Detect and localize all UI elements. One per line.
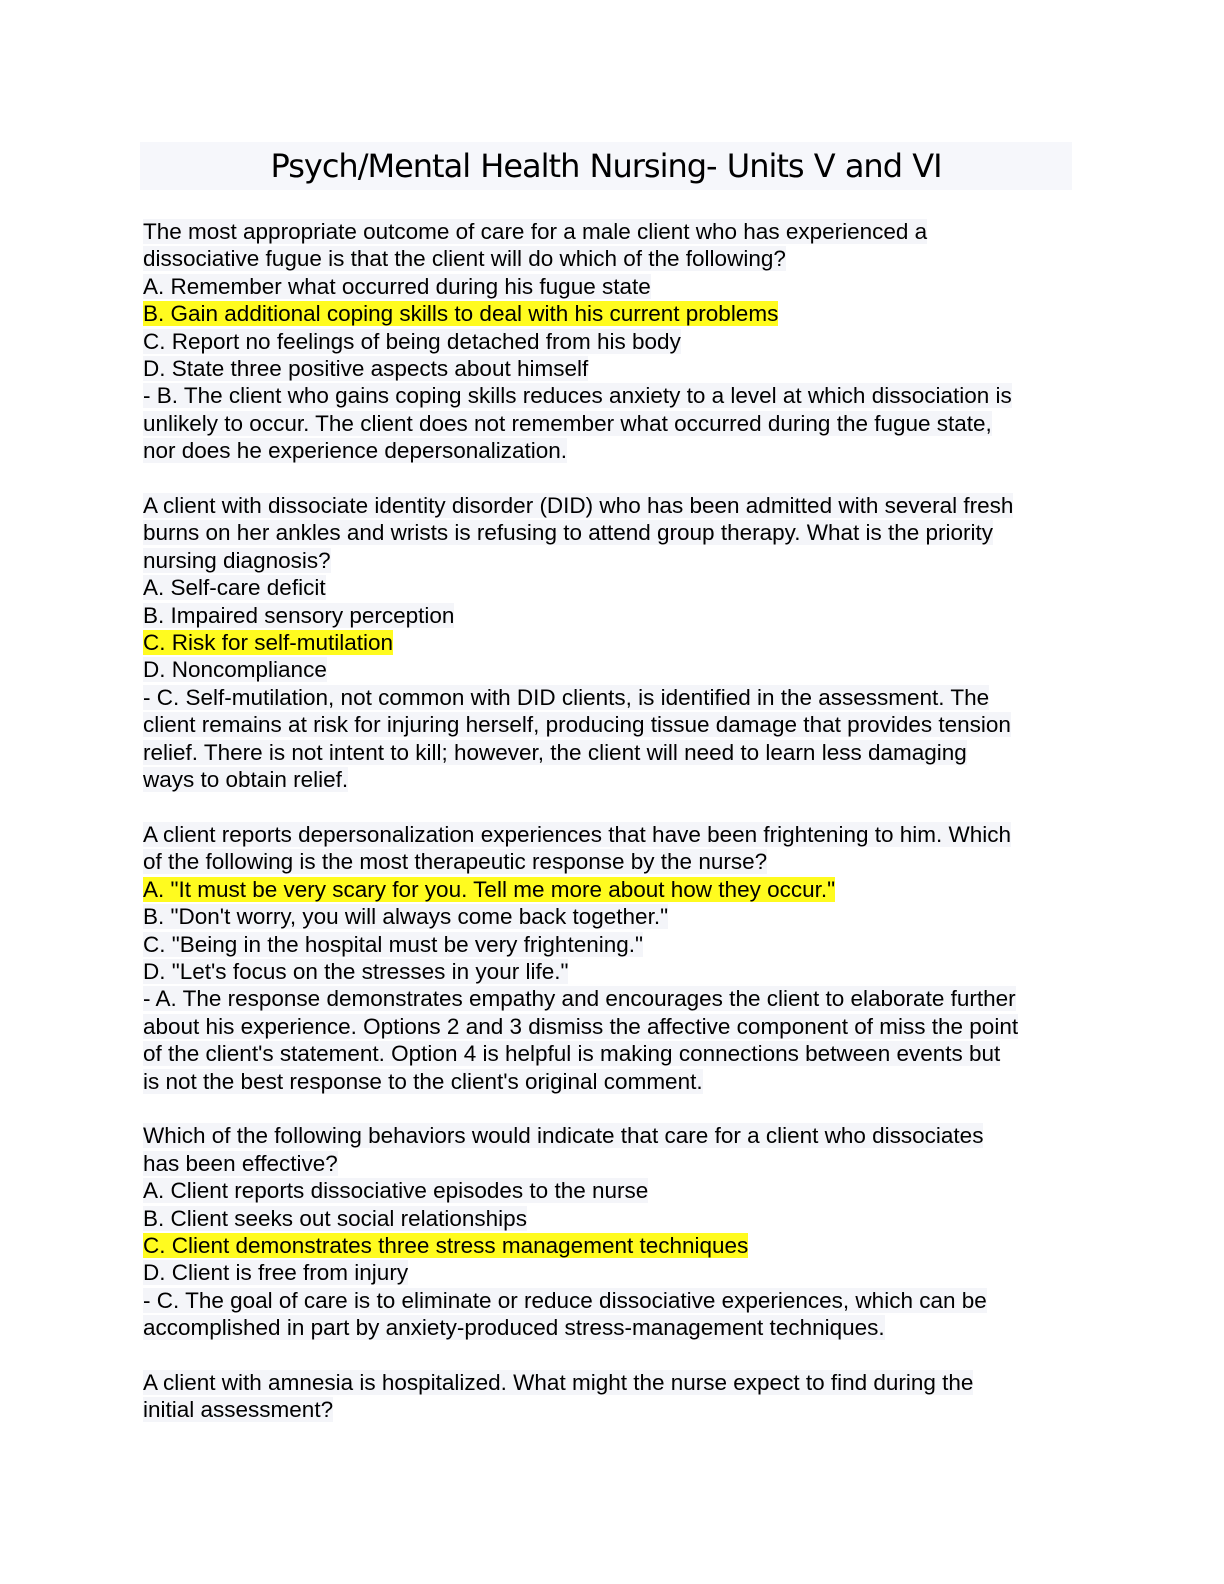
text-line bbox=[143, 739, 1083, 766]
text-line bbox=[143, 821, 1083, 848]
text-line bbox=[143, 547, 1083, 574]
correct-answer-line bbox=[143, 629, 1083, 656]
text-line bbox=[143, 711, 1083, 738]
text-line bbox=[143, 328, 1083, 355]
highlighted-answer-text: B. Gain additional coping skills to deal with his current problems bbox=[143, 301, 779, 327]
line-text: A. Client reports dissociative episodes to the nurse bbox=[143, 1178, 649, 1204]
text-line bbox=[143, 848, 1083, 875]
text-line bbox=[143, 1040, 1083, 1067]
line-text: C. "Being in the hospital must be very frightening." bbox=[143, 931, 643, 957]
line-text: initial assessment? bbox=[143, 1397, 334, 1423]
line-text: - C. The goal of care is to eliminate or reduce dissociative experiences, which can be bbox=[143, 1287, 987, 1313]
text-line bbox=[143, 355, 1083, 382]
line-text: A client reports depersonalization experiences that have been frightening to him. Which bbox=[143, 821, 1012, 847]
text-line bbox=[143, 1205, 1083, 1232]
line-text: nor does he experience depersonalization. bbox=[143, 438, 568, 464]
question-block bbox=[143, 492, 1083, 793]
line-text: nursing diagnosis? bbox=[143, 547, 331, 573]
text-line bbox=[143, 492, 1083, 519]
line-text: A client with dissociate identity disorder (DID) who has been admitted with several fresh bbox=[143, 493, 1014, 519]
line-text: D. "Let's focus on the stresses in your life." bbox=[143, 958, 569, 984]
text-line bbox=[143, 218, 1083, 245]
line-text: D. Noncompliance bbox=[143, 657, 327, 683]
line-text: C. Report no feelings of being detached from his body bbox=[143, 328, 681, 354]
line-text: D. Client is free from injury bbox=[143, 1260, 409, 1286]
line-text: is not the best response to the client's original comment. bbox=[143, 1068, 703, 1094]
question-block bbox=[143, 1369, 1083, 1424]
line-text: B. "Don't worry, you will always come back together." bbox=[143, 904, 669, 930]
line-text: ways to obtain relief. bbox=[143, 767, 349, 793]
line-text: dissociative fugue is that the client will do which of the following? bbox=[143, 246, 786, 272]
question-block bbox=[143, 821, 1083, 1095]
text-line bbox=[143, 602, 1083, 629]
line-text: D. State three positive aspects about himself bbox=[143, 356, 589, 382]
text-line bbox=[143, 382, 1083, 409]
highlighted-answer-text: C. Risk for self-mutilation bbox=[143, 630, 394, 656]
highlighted-answer-text: A. "It must be very scary for you. Tell me more about how they occur." bbox=[143, 876, 836, 902]
correct-answer-line bbox=[143, 1232, 1083, 1259]
text-line bbox=[143, 1259, 1083, 1286]
text-line bbox=[143, 1013, 1083, 1040]
text-line bbox=[143, 903, 1083, 930]
line-text: about his experience. Options 2 and 3 dismiss the affective component of miss the point bbox=[143, 1013, 1019, 1039]
question-block bbox=[143, 218, 1083, 465]
text-line bbox=[143, 1287, 1083, 1314]
line-text: Which of the following behaviors would indicate that care for a client who dissociates bbox=[143, 1123, 984, 1149]
line-text: accomplished in part by anxiety-produced stress-management techniques. bbox=[143, 1315, 885, 1341]
line-text: of the following is the most therapeutic response by the nurse? bbox=[143, 849, 768, 875]
text-line bbox=[143, 1369, 1083, 1396]
line-text: The most appropriate outcome of care for a male client who has experienced a bbox=[143, 219, 928, 244]
correct-answer-line bbox=[143, 876, 1083, 903]
line-text: A client with amnesia is hospitalized. What might the nurse expect to find during the bbox=[143, 1370, 974, 1395]
text-line bbox=[143, 1122, 1083, 1149]
line-text: B. Client seeks out social relationships bbox=[143, 1205, 527, 1231]
question-list bbox=[143, 218, 1083, 1451]
text-line bbox=[143, 656, 1083, 683]
text-line bbox=[143, 437, 1083, 464]
text-line bbox=[143, 958, 1083, 985]
question-block bbox=[143, 1122, 1083, 1341]
line-text: has been effective? bbox=[143, 1150, 338, 1176]
line-text: B. Impaired sensory perception bbox=[143, 602, 455, 628]
line-text: - B. The client who gains coping skills reduces anxiety to a level at which dissociation is bbox=[143, 383, 1012, 409]
line-text: - A. The response demonstrates empathy and encourages the client to elaborate further bbox=[143, 986, 1016, 1012]
text-line bbox=[143, 1314, 1083, 1341]
line-text: of the client's statement. Option 4 is helpful is making connections between events but bbox=[143, 1041, 1001, 1067]
page-title: Psych/Mental Health Nursing- Units V and VI bbox=[140, 142, 1072, 190]
text-line bbox=[143, 766, 1083, 793]
line-text: client remains at risk for injuring herself, producing tissue damage that provides tension bbox=[143, 712, 1011, 738]
highlighted-answer-text: C. Client demonstrates three stress management techniques bbox=[143, 1232, 749, 1258]
text-line bbox=[143, 1068, 1083, 1095]
line-text: - C. Self-mutilation, not common with DID clients, is identified in the assessment. The bbox=[143, 684, 990, 710]
text-line bbox=[143, 410, 1083, 437]
text-line bbox=[143, 985, 1083, 1012]
line-text: relief. There is not intent to kill; however, the client will need to learn less damaging bbox=[143, 739, 967, 765]
text-line bbox=[143, 245, 1083, 272]
text-line bbox=[143, 574, 1083, 601]
text-line bbox=[143, 931, 1083, 958]
correct-answer-line bbox=[143, 300, 1083, 327]
text-line bbox=[143, 273, 1083, 300]
text-line bbox=[143, 1150, 1083, 1177]
text-line bbox=[143, 684, 1083, 711]
text-line bbox=[143, 519, 1083, 546]
text-line bbox=[143, 1177, 1083, 1204]
line-text: A. Self-care deficit bbox=[143, 575, 326, 601]
line-text: burns on her ankles and wrists is refusing to attend group therapy. What is the priority bbox=[143, 520, 994, 546]
text-line bbox=[143, 1396, 1083, 1423]
line-text: A. Remember what occurred during his fugue state bbox=[143, 273, 651, 299]
line-text: unlikely to occur. The client does not remember what occurred during the fugue state, bbox=[143, 410, 992, 436]
